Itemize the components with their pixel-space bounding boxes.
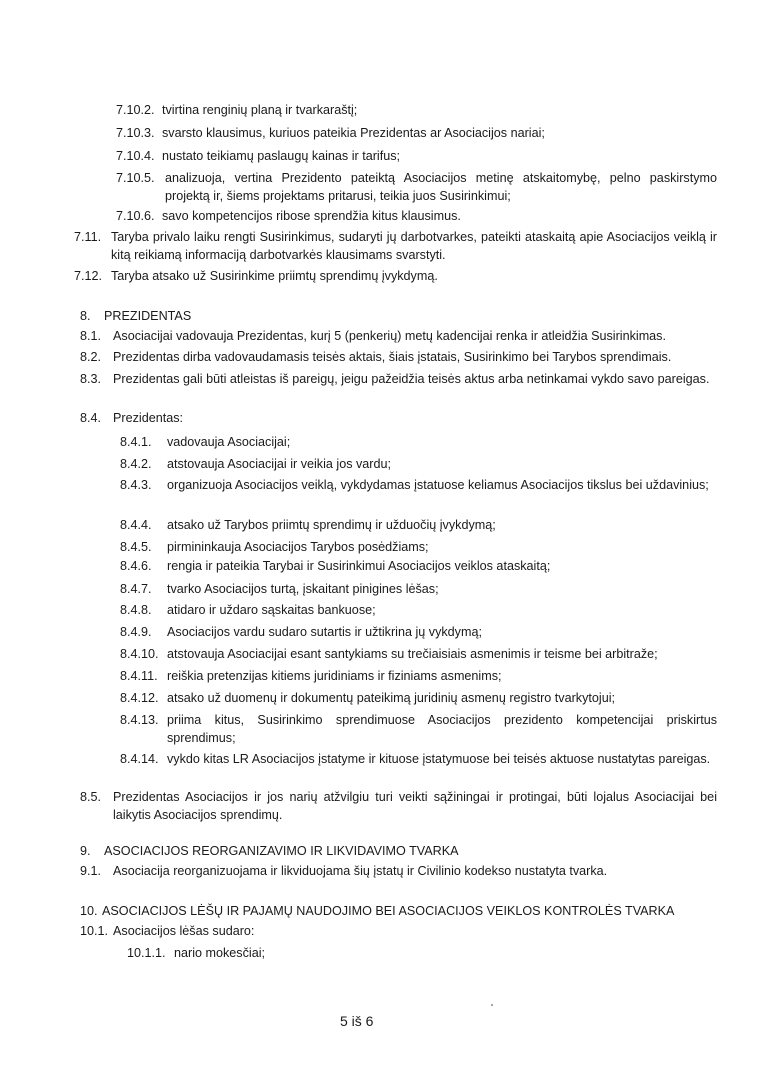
clause-text: vykdo kitas LR Asociacijos įstatyme ir kituose įstatymuose bei teisės aktuose nustatytas pareigas. — [167, 752, 711, 766]
clause-number: 7.10.3. — [116, 126, 155, 140]
clause-number: 8.4.10. — [120, 647, 159, 661]
clause-text: Prezidentas Asociacijos ir jos narių atžvilgiu turi veikti sąžiningai ir protingai, būti lojalus Asociacijai bei laikytis Asociacijos sprendimų. — [113, 790, 717, 822]
clause-number: 7.10.2. — [116, 103, 155, 117]
clause-text: atidaro ir uždaro sąskaitas bankuose; — [167, 603, 376, 617]
clause-number: 8.4.9. — [120, 625, 152, 639]
clause-number: 10.1.1. — [127, 946, 166, 960]
clause-text: Asociacijai vadovauja Prezidentas, kurį 5 (penkerių) metų kadencijai renka ir atleidžia Susirinkimas. — [113, 329, 666, 343]
clause-text: rengia ir pateikia Tarybai ir Susirinkimui Asociacijos veiklos ataskaitą; — [167, 559, 551, 573]
clause-number: 10. — [80, 904, 98, 918]
clause-text: Asociacijos lėšas sudaro: — [113, 924, 255, 938]
clause-text: nustato teikiamų paslaugų kainas ir tarifus; — [162, 149, 401, 163]
clause-number: 9. — [80, 844, 91, 858]
clause-number: 7.11. — [74, 230, 102, 244]
clause-text: Taryba privalo laiku rengti Susirinkimus, sudaryti jų darbotvarkes, pateikti ataskaitą apie Asociacijos veiklą ir kitą reikiamą informaciją darbotvarkės klausimams svarstyti. — [111, 230, 717, 262]
clause-number: 8.4.1. — [120, 435, 152, 449]
clause-number: 8.4.4. — [120, 518, 152, 532]
clause-number: 8.4.8. — [120, 603, 152, 617]
clause-text: atsako už duomenų ir dokumentų pateikimą juridinių asmenų registro tvarkytojui; — [167, 691, 616, 705]
clause-number: 8. — [80, 309, 91, 323]
clause-number: 8.4.12. — [120, 691, 159, 705]
clause-number: 8.4.11. — [120, 669, 158, 683]
clause-number: 8.3. — [80, 372, 102, 386]
clause-text: pirmininkauja Asociacijos Tarybos posėdžiams; — [167, 540, 429, 554]
clause-text: atstovauja Asociacijai ir veikia jos vardu; — [167, 457, 391, 471]
clause-text: priima kitus, Susirinkimo sprendimuose Asociacijos prezidento kompetencijai priskirtus sprendimus; — [167, 713, 717, 745]
clause-number: 7.10.6. — [116, 209, 155, 223]
clause-text: Taryba atsako už Susirinkime priimtų sprendimų įvykdymą. — [111, 269, 438, 283]
clause-text: nario mokesčiai; — [174, 946, 265, 960]
page-number: 5 iš 6 — [340, 1013, 374, 1029]
clause-text: reiškia pretenzijas kitiems juridiniams ir fiziniams asmenims; — [167, 669, 502, 683]
clause-number: 8.4.7. — [120, 582, 152, 596]
scan-speck — [491, 1004, 493, 1006]
clause-number: 8.4.13. — [120, 713, 159, 727]
clause-number: 8.1. — [80, 329, 102, 343]
section-title: ASOCIACIJOS LĖŠŲ IR PAJAMŲ NAUDOJIMO BEI ASOCIACIJOS VEIKLOS KONTROLĖS TVARKA — [102, 904, 675, 918]
clause-text: Prezidentas dirba vadovaudamasis teisės aktais, šiais įstatais, Susirinkimo bei Tarybos sprendimais. — [113, 350, 672, 364]
clause-text: organizuoja Asociacijos veiklą, vykdydamas įstatuose keliamus Asociacijos tikslus bei uždavinius; — [167, 478, 709, 492]
clause-number: 7.12. — [74, 269, 103, 283]
clause-text: svarsto klausimus, kuriuos pateikia Prezidentas ar Asociacijos nariai; — [162, 126, 545, 140]
clause-text: analizuoja, vertina Prezidento pateiktą Asociacijos metinę atskaitomybę, pelno paskirstymo projektą ir, šiems projektams pritarusi, teikia juos Susirinkimui; — [165, 171, 717, 203]
clause-text: Asociacija reorganizuojama ir likviduojama šių įstatų ir Civilinio kodekso nustatyta tvarka. — [113, 864, 608, 878]
clause-number: 8.2. — [80, 350, 102, 364]
clause-number: 8.5. — [80, 790, 102, 804]
clause-text: Prezidentas: — [113, 411, 184, 425]
clause-number: 8.4. — [80, 411, 102, 425]
clause-number: 8.4.14. — [120, 752, 159, 766]
clause-number: 8.4.2. — [120, 457, 152, 471]
clause-text: savo kompetencijos ribose sprendžia kitus klausimus. — [162, 209, 461, 223]
section-title: PREZIDENTAS — [104, 309, 192, 323]
clause-text: vadovauja Asociacijai; — [167, 435, 291, 449]
clause-text: atstovauja Asociacijai esant santykiams su trečiaisiais asmenimis ir teisme bei arbitraže; — [167, 647, 658, 661]
clause-text: tvirtina renginių planą ir tvarkaraštį; — [162, 103, 358, 117]
section-title: ASOCIACIJOS REORGANIZAVIMO IR LIKVIDAVIMO TVARKA — [104, 844, 459, 858]
clause-number: 8.4.5. — [120, 540, 152, 554]
clause-number: 7.10.4. — [116, 149, 155, 163]
clause-number: 10.1. — [80, 924, 109, 938]
clause-text: Asociacijos vardu sudaro sutartis ir užtikrina jų vykdymą; — [167, 625, 482, 639]
clause-number: 8.4.6. — [120, 559, 152, 573]
clause-number: 8.4.3. — [120, 478, 152, 492]
clause-number: 9.1. — [80, 864, 102, 878]
clause-text: tvarko Asociacijos turtą, įskaitant pinigines lėšas; — [167, 582, 439, 596]
clause-number: 7.10.5. — [116, 171, 155, 185]
clause-text: atsako už Tarybos priimtų sprendimų ir užduočių įvykdymą; — [167, 518, 496, 532]
clause-text: Prezidentas gali būti atleistas iš pareigų, jeigu pažeidžia teisės aktus arba netinkamai vykdo savo pareigas. — [113, 372, 710, 386]
